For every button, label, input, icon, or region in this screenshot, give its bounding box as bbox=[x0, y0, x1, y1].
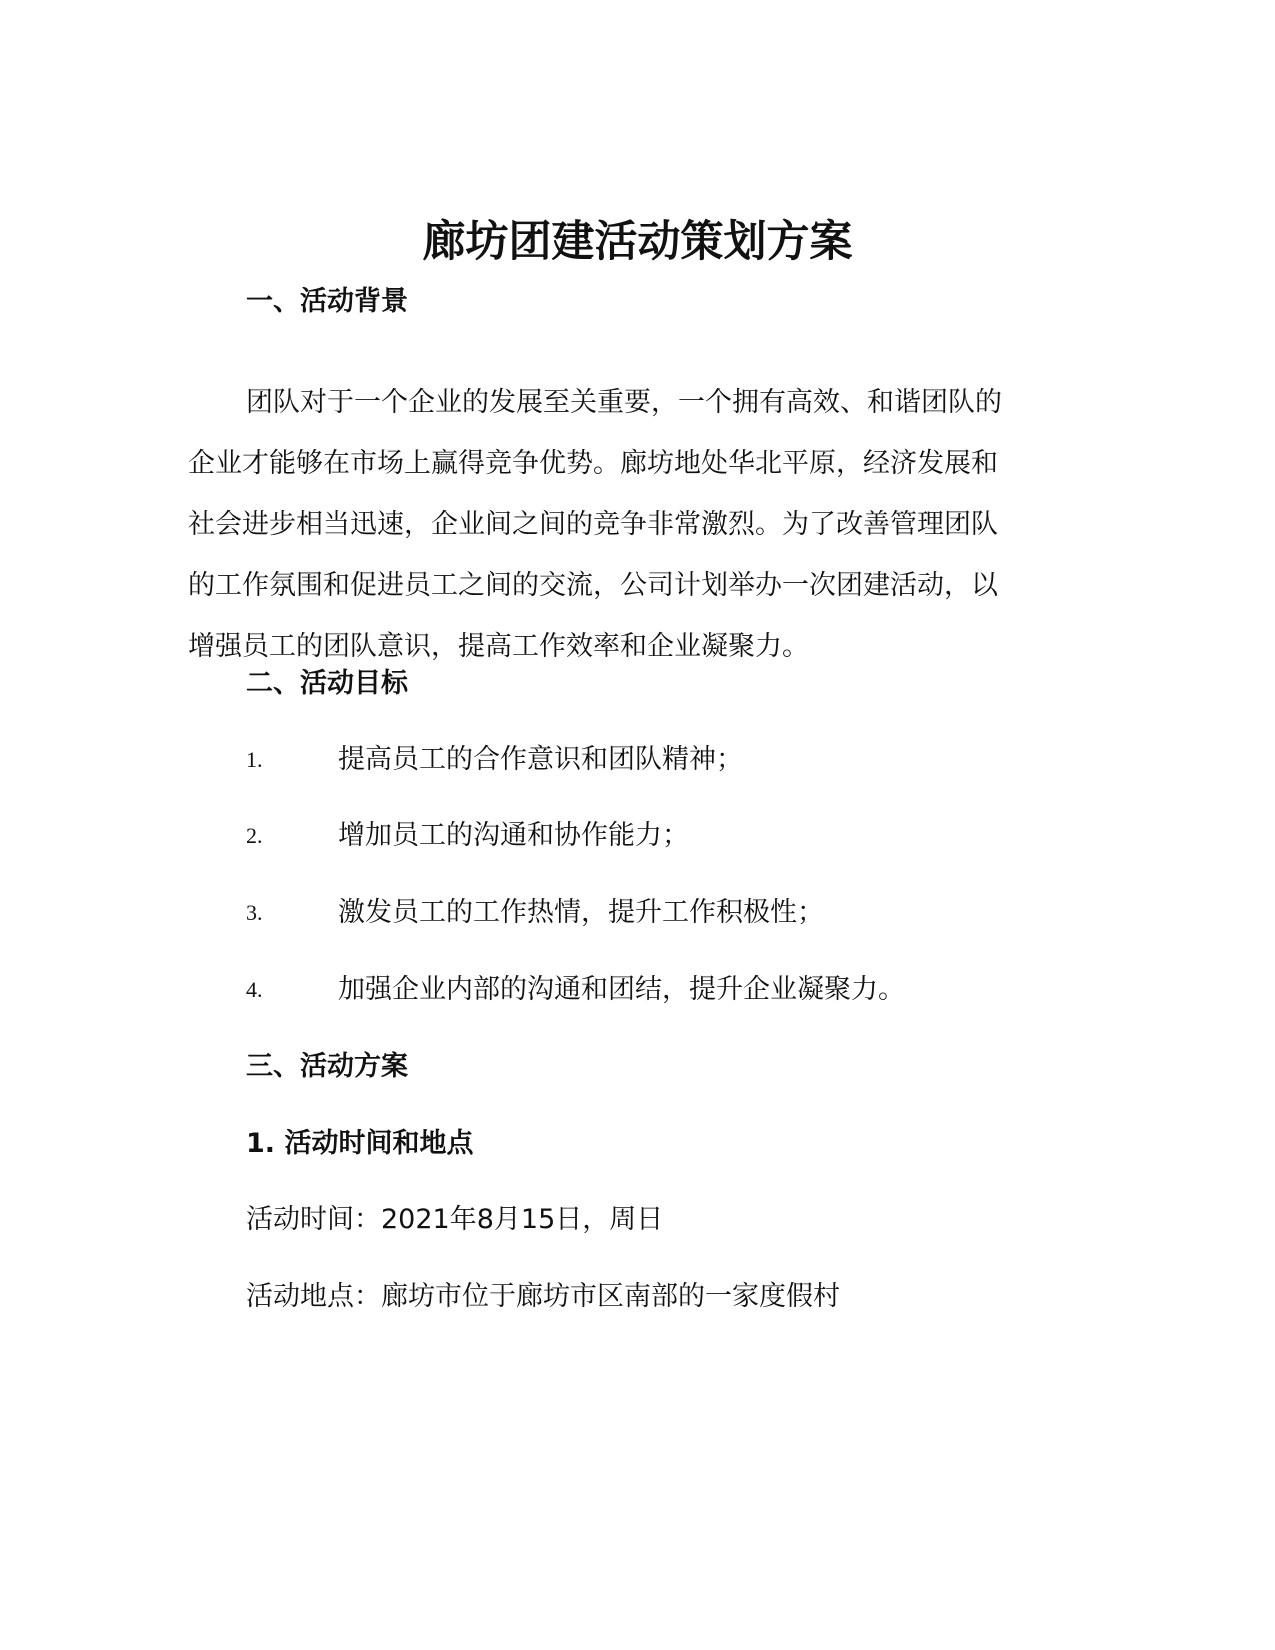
section-heading-goals: 二、活动目标 bbox=[246, 668, 408, 699]
list-text: 激发员工的工作热情，提升工作积极性； bbox=[338, 897, 824, 928]
list-text: 增加员工的沟通和协作能力； bbox=[338, 820, 689, 851]
document-title: 廊坊团建活动策划方案 bbox=[422, 217, 853, 267]
list-number: 4. bbox=[246, 977, 263, 1002]
activity-place: 活动地点：廊坊市位于廊坊市区南部的一家度假村 bbox=[246, 1281, 840, 1312]
section-heading-background: 一、活动背景 bbox=[246, 286, 408, 317]
paragraph-line: 增强员工的团队意识，提高工作效率和企业凝聚力。 bbox=[188, 631, 809, 662]
subheading-time-place: 1. 活动时间和地点 bbox=[246, 1128, 474, 1159]
list-number: 2. bbox=[246, 823, 263, 848]
list-number: 1. bbox=[246, 747, 263, 772]
section-heading-plan: 三、活动方案 bbox=[246, 1051, 408, 1082]
list-text: 加强企业内部的沟通和团结，提升企业凝聚力。 bbox=[338, 974, 905, 1005]
paragraph-line: 社会进步相当迅速，企业间之间的竞争非常激烈。为了改善管理团队 bbox=[188, 509, 998, 540]
list-number: 3. bbox=[246, 900, 263, 925]
activity-time: 活动时间：2021年8月15日，周日 bbox=[246, 1204, 664, 1235]
paragraph-line: 的工作氛围和促进员工之间的交流，公司计划举办一次团建活动，以 bbox=[188, 570, 998, 601]
paragraph-line: 团队对于一个企业的发展至关重要，一个拥有高效、和谐团队的 bbox=[246, 387, 1002, 418]
background-paragraph bbox=[188, 372, 1068, 677]
paragraph-line: 企业才能够在市场上赢得竞争优势。廊坊地处华北平原，经济发展和 bbox=[188, 448, 998, 479]
list-text: 提高员工的合作意识和团队精神； bbox=[338, 744, 743, 775]
